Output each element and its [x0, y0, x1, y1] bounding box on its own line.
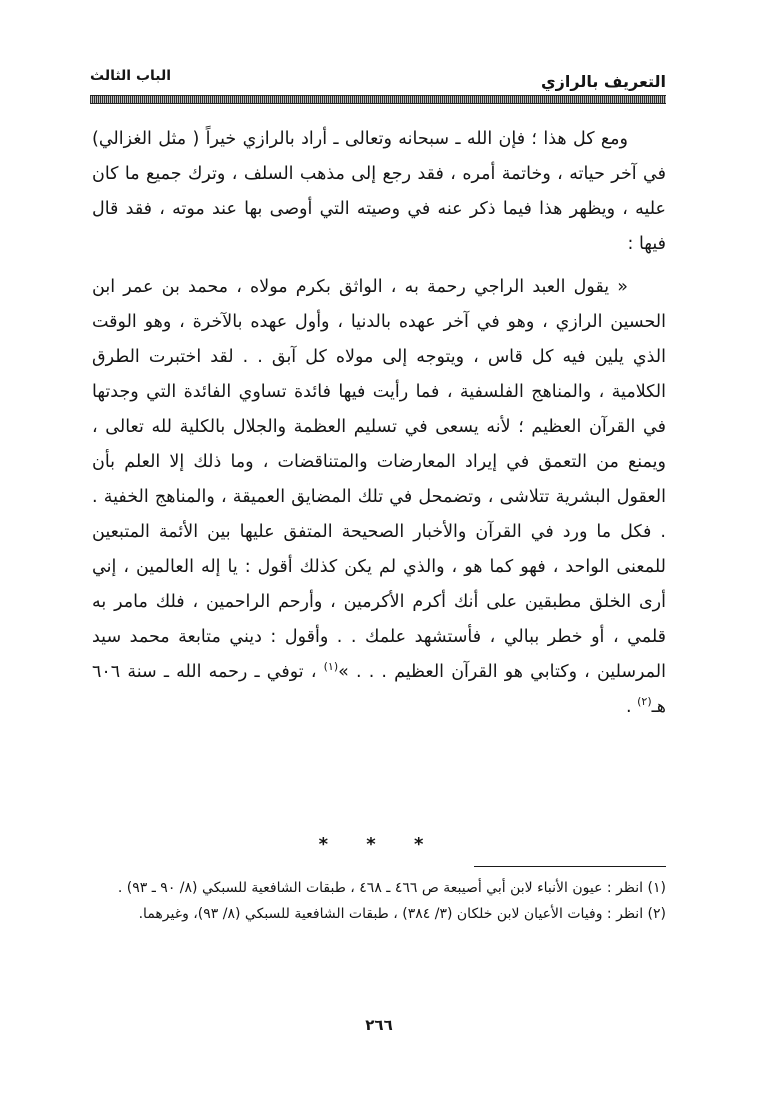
chapter-label: الباب الثالث — [90, 68, 172, 84]
paragraph-end: . — [625, 697, 632, 717]
footnote-1: (١) انظر : عيون الأنباء لابن أبي أصيبعة ص ٤٦٦ ـ ٤٦٨ ، طبقات الشافعية للسبكي (٨/ ٩٠ ـ ٩٣) . — [117, 880, 666, 896]
footnote-ref-1[interactable]: (١) — [323, 660, 339, 674]
paragraph-will — [92, 270, 666, 725]
running-title: التعريف بالرازي — [541, 72, 666, 91]
footnote-rule — [474, 866, 666, 867]
header-rule — [90, 95, 666, 104]
paragraph-intro: ومع كل هذا ؛ فإن الله ـ سبحانه وتعالى ـ أراد بالرازي خيراً ( مثل الغزالي) في آخر حياته ، وخاتمة أمره ، فقد رجع إلى مذهب السلف ، وترك جميع ما كان عليه ، ويظهر هذا فيما ذكر عنه في وصيته التي أوصى بها عند موته ، فقد قال فيها : — [92, 129, 666, 254]
footnotes — [92, 876, 666, 928]
section-separator: * * * — [318, 834, 440, 855]
footnote-2: (٢) انظر : وفيات الأعيان لابن خلكان (٣/ ٣٨٤) ، طبقات الشافعية للسبكي (٨/ ٩٣)، وغيرهما. — [138, 906, 666, 922]
will-quote: « يقول العبد الراجي رحمة به ، الواثق بكرم مولاه ، محمد بن عمر ابن الحسين الرازي ، وهو في آخر عهده بالدنيا ، وأول عهده بالآخرة ، وهو الوقت الذي يلين فيه كل قاس ، ويتوجه إلى مولاه كل آبق . . لقد اختبرت الطرق الكلامية ، والمناهج الفلسفية ، فما رأيت فيها فائدة تساوي الفائدة التي وجدتها في القرآن العظيم ؛ لأنه يسعى في تسليم العظمة والجلال بالكلية لله تعالى ، ويمنع من التعمق في إيراد المعارضات والمتناقضات ، وما ذلك إلا العلم بأن العقول البشرية تتلاشى ، وتضمحل في تلك المضايق العميقة ، والمناهج الخفية . . فكل ما ورد في القرآن والأخبار الصحيحة المتفق عليها بين الأئمة المتبعين للمعنى الواحد ، فهو كما هو ، والذي لم يكن كذلك أقول : يا إله العالمين ، إني أرى الخلق مطبقين على أنك أكرم الأكرمين ، وأرحم الراحمين ، فلك مامر به قلمي ، أو خطر ببالي ، فأستشهد علمك . . وأقول : ديني متابعة محمد سيد المرسلين ، وكتابي هو القرآن العظيم . . . » — [92, 277, 666, 682]
death-note: ، توفي ـ رحمه الله ـ سنة ٦٠٦ هـ — [92, 662, 666, 717]
paragraph-gap — [92, 262, 666, 270]
page-number: ٢٦٦ — [365, 1016, 393, 1034]
page-header — [90, 64, 666, 94]
footnote-ref-2[interactable]: (٢) — [637, 695, 652, 709]
main-text — [92, 122, 666, 725]
